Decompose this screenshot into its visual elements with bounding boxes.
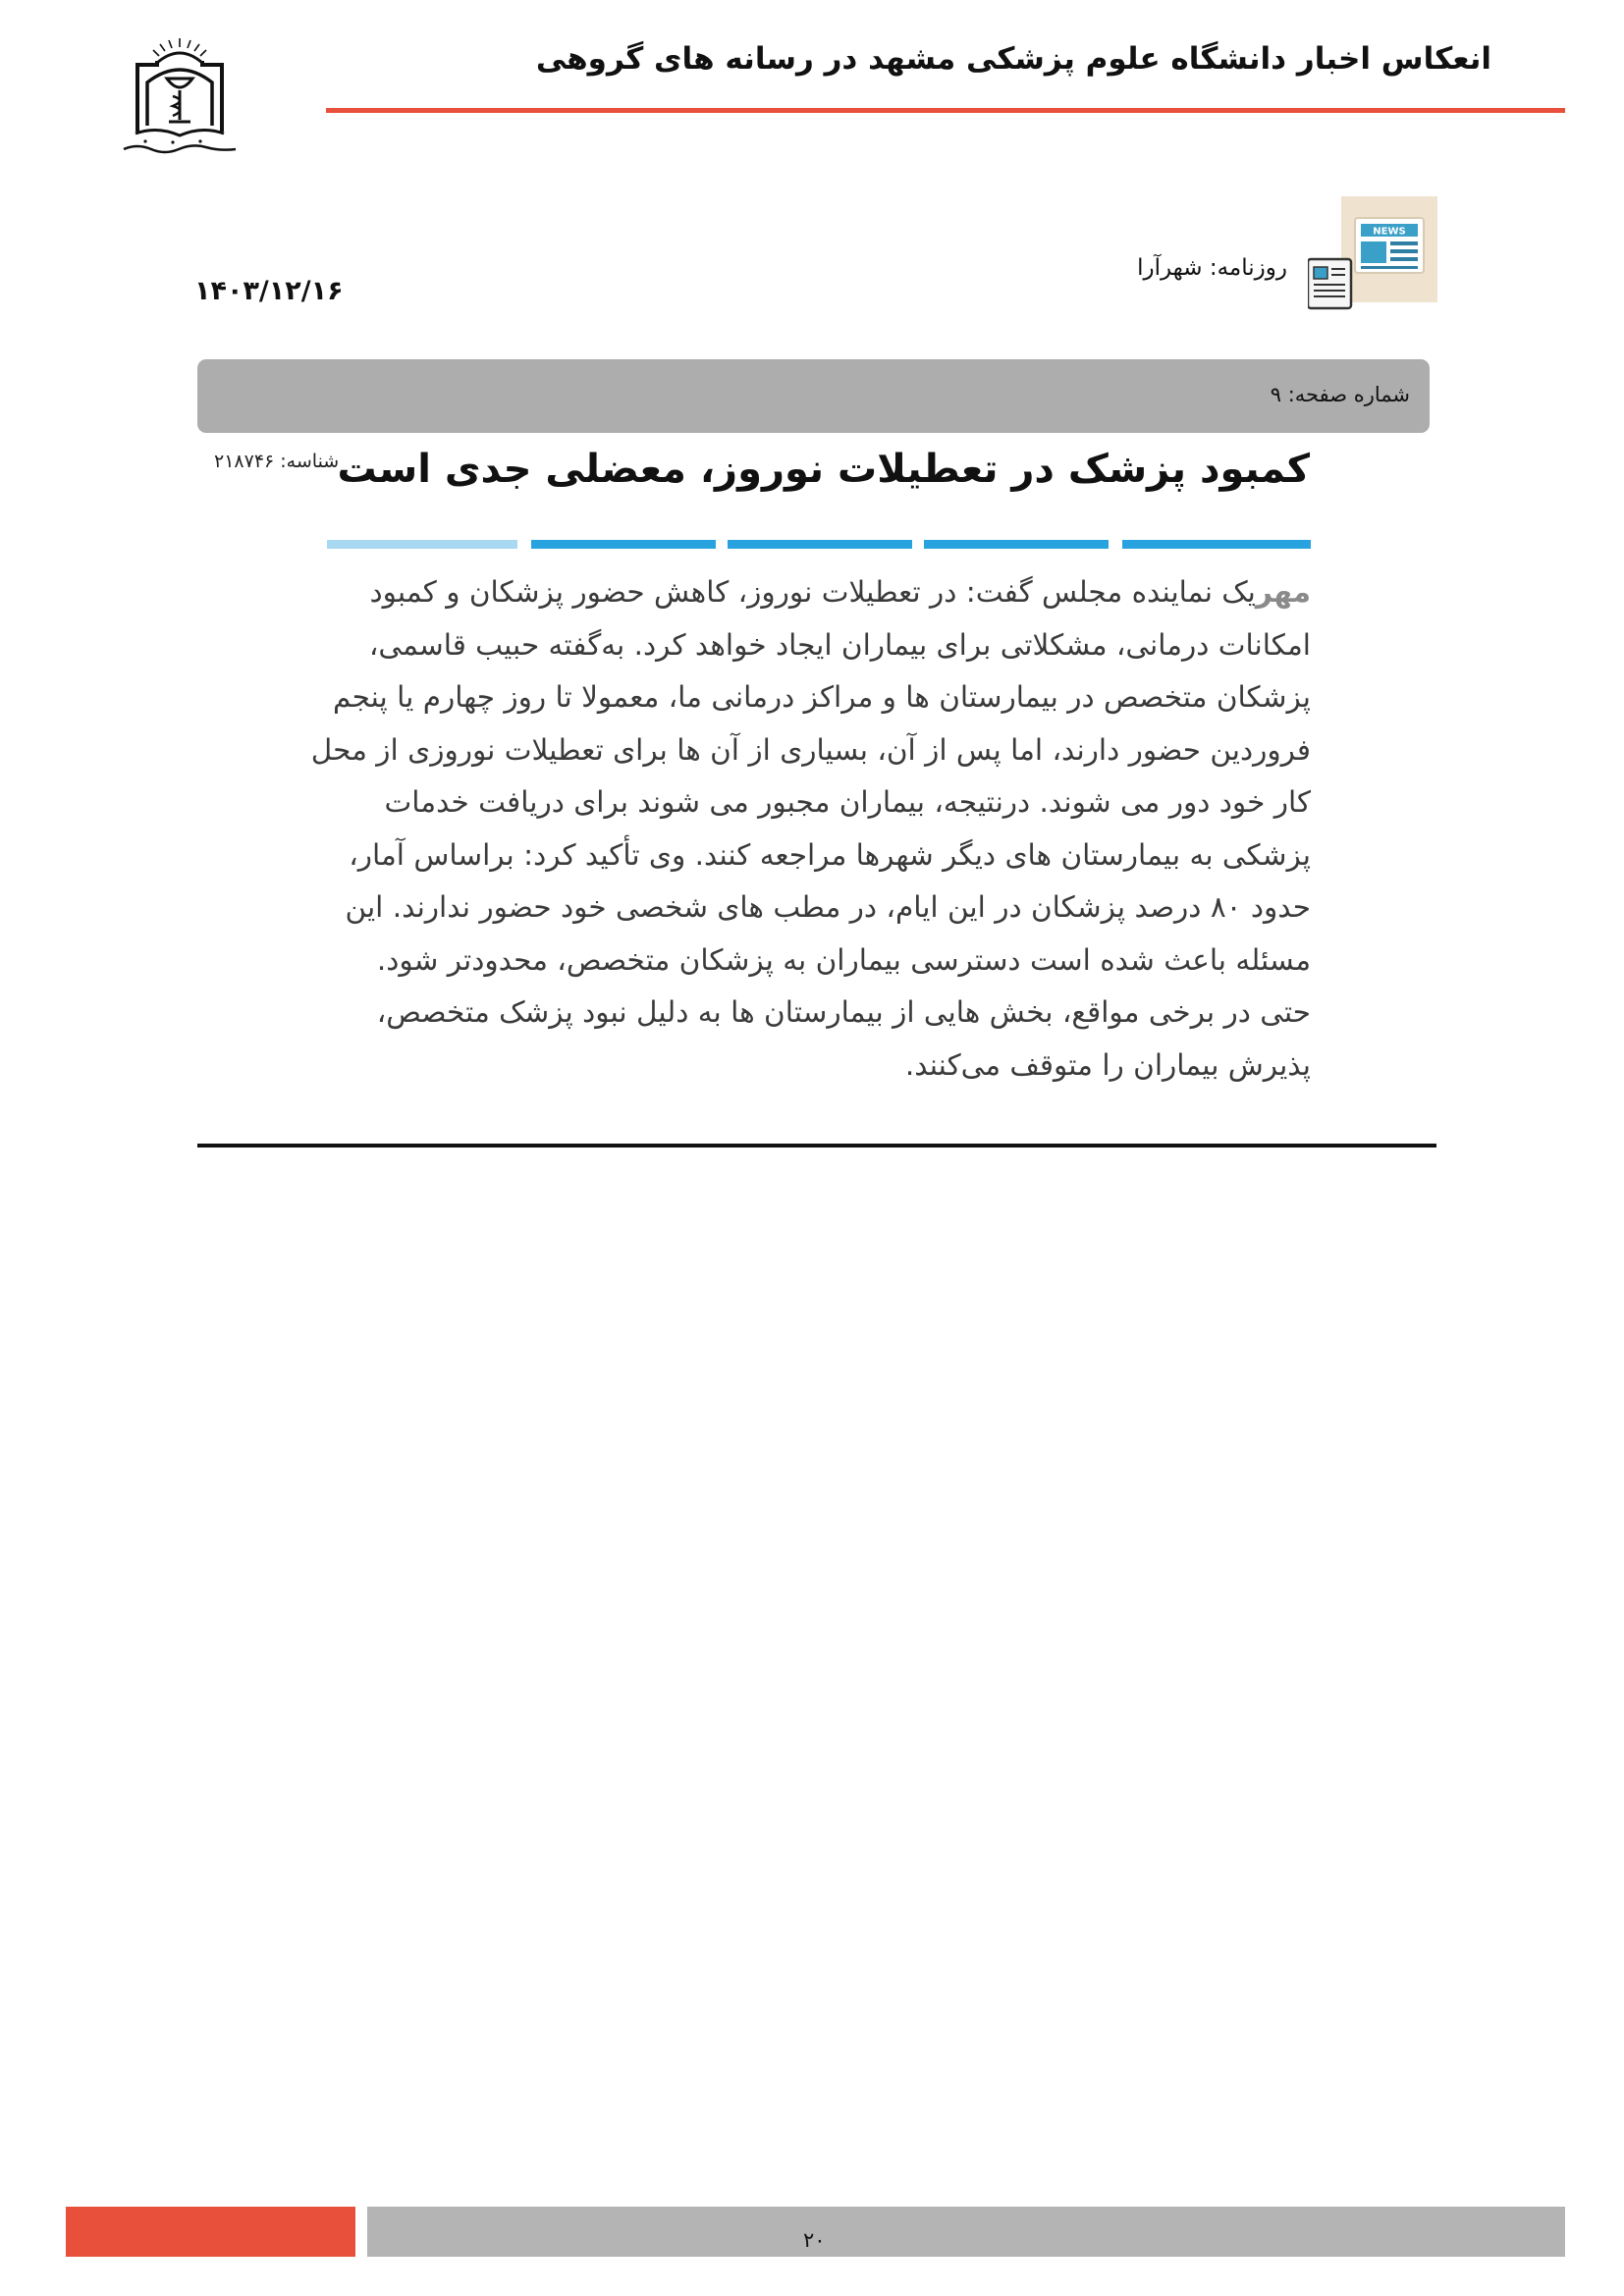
footer-accent-bar xyxy=(66,2207,355,2257)
headline-underline-segment xyxy=(728,540,912,549)
page-number-label: شماره صفحه: ۹ xyxy=(1270,383,1410,406)
article-id: شناسه: ۲۱۸۷۴۶ xyxy=(214,451,340,472)
headline-underline xyxy=(327,540,1311,550)
footer-bar xyxy=(367,2207,1565,2257)
article-body-line: پزشکان متخصص در بیمارستان ها و مراکز درمانی ما، معمولا تا روز چهارم یا پنجم xyxy=(332,680,1311,714)
article-body-line: فروردین حضور دارند، اما پس از آن، بسیاری از آن ها برای تعطیلات نوروزی از محل xyxy=(310,732,1311,767)
headline-underline-segment xyxy=(327,540,517,549)
headline-underline-segment xyxy=(924,540,1109,549)
footer-page-number: ۲۰ xyxy=(803,2228,826,2252)
page-number-bar xyxy=(197,359,1430,433)
report-title: انعکاس اخبار دانشگاه علوم پزشکی مشهد در رسانه های گروهی xyxy=(535,41,1491,77)
university-emblem-icon xyxy=(116,35,244,163)
article-body-line: پذیرش بیماران را متوقف می‌کنند. xyxy=(904,1047,1311,1082)
article-body-line: امکانات درمانی، مشکلاتی برای بیماران ایجاد خواهد کرد. به‌گفته حبیب قاسمی، xyxy=(368,627,1311,662)
newspaper-name: روزنامه: شهرآرا xyxy=(1137,255,1287,281)
publish-date: ۱۴۰۳/۱۲/۱۶ xyxy=(194,276,344,306)
article-body-line: مسئله باعث شده است دسترسی بیماران به پزشکان متخصص، محدودتر شود. xyxy=(376,942,1311,977)
article-end-divider xyxy=(197,1144,1436,1148)
article-body xyxy=(310,566,1311,1092)
article-headline: کمبود پزشک در تعطیلات نوروز، معضلی جدی است xyxy=(337,447,1310,492)
headline-underline-segment xyxy=(1122,540,1311,549)
article-body-line: مهریک نماینده مجلس گفت: در تعطیلات نوروز، کاهش حضور پزشکان و کمبود xyxy=(369,575,1311,609)
headline-underline-segment xyxy=(531,540,716,549)
svg-text:NEWS: NEWS xyxy=(1373,226,1406,238)
article-body-line: کار خود دور می شوند. درنتیجه، بیماران مجبور می شوند برای دریافت خدمات xyxy=(384,785,1311,819)
article-body-line: پزشکی به بیمارستان های دیگر شهرها مراجعه کنند. وی تأکید کرد: براساس آمار، xyxy=(349,837,1311,872)
news-agency: مهر xyxy=(1255,575,1311,609)
header-divider xyxy=(326,108,1565,113)
newspaper-icon xyxy=(1308,196,1437,310)
article-body-line: حتی در برخی مواقع، بخش هایی از بیمارستان ها به دلیل نبود پزشک متخصص، xyxy=(376,995,1311,1029)
article-body-line: حدود ۸۰ درصد پزشکان در این ایام، در مطب های شخصی خود حضور ندارند. این xyxy=(345,890,1311,924)
